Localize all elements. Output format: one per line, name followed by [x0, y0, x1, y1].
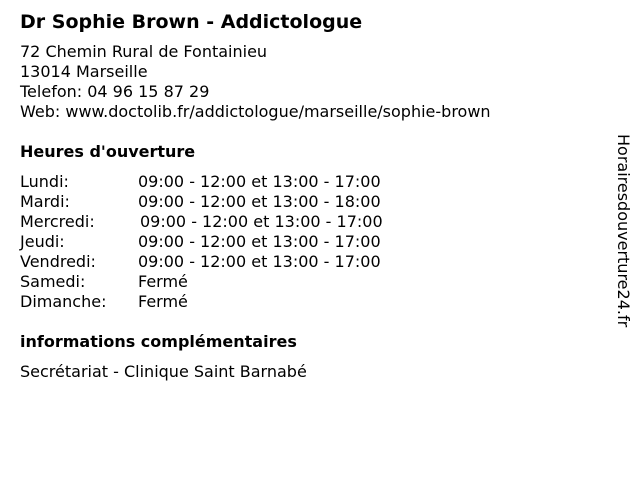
time-value: Fermé [138, 292, 188, 311]
additional-info-text: Secrétariat - Clinique Saint Barnabé [20, 362, 307, 381]
time-value: 09:00 - 12:00 et 13:00 - 17:00 [140, 212, 383, 231]
day-label: Mardi: [20, 192, 70, 211]
page-title: Dr Sophie Brown - Addictologue [20, 11, 363, 33]
doctor-info-card [20, 10, 600, 382]
day-label: Dimanche: [20, 292, 107, 311]
address-street: 72 Chemin Rural de Fontainieu [20, 42, 268, 61]
hours-row-mercredi [20, 212, 600, 232]
opening-hours-table [20, 172, 600, 312]
website: Web: www.doctolib.fr/addictologue/marseille/sophie-brown [20, 102, 491, 121]
site-watermark: Horairesdouverture24.fr [614, 134, 633, 328]
day-label: Lundi: [20, 172, 69, 191]
hours-row-samedi [20, 272, 600, 292]
day-label: Samedi: [20, 272, 86, 291]
hours-row-dimanche [20, 292, 600, 312]
additional-info-heading: informations complémentaires [20, 332, 297, 351]
hours-row-mardi [20, 192, 600, 212]
day-label: Mercredi: [20, 212, 95, 231]
hours-row-vendredi [20, 252, 600, 272]
time-value: 09:00 - 12:00 et 13:00 - 17:00 [138, 232, 381, 251]
time-value: 09:00 - 12:00 et 13:00 - 18:00 [138, 192, 381, 211]
phone-number: Telefon: 04 96 15 87 29 [20, 82, 210, 101]
hours-row-lundi [20, 172, 600, 192]
address-city: 13014 Marseille [20, 62, 148, 81]
opening-hours-heading: Heures d'ouverture [20, 142, 196, 161]
time-value: Fermé [138, 272, 188, 291]
time-value: 09:00 - 12:00 et 13:00 - 17:00 [138, 172, 381, 191]
time-value: 09:00 - 12:00 et 13:00 - 17:00 [138, 252, 381, 271]
day-label: Jeudi: [20, 232, 65, 251]
day-label: Vendredi: [20, 252, 96, 271]
hours-row-jeudi [20, 232, 600, 252]
